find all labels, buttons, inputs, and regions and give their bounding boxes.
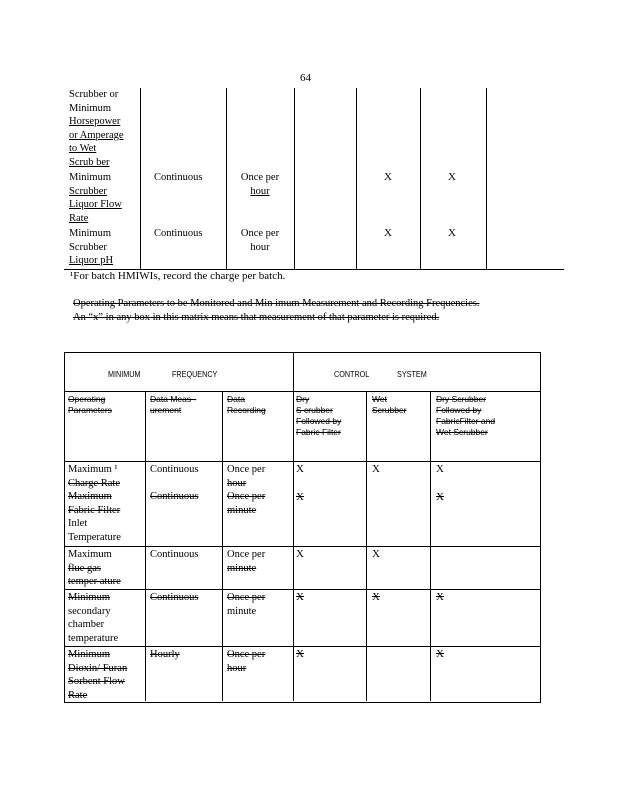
- parameter-line: flue gas: [68, 562, 101, 574]
- table-row: [68, 648, 127, 702]
- parameter-line: Scrubber or: [69, 89, 119, 100]
- parameter-line: Horsepower: [69, 116, 121, 127]
- parameter-line: Minimum: [69, 102, 112, 114]
- header-line: S crubber: [296, 405, 333, 415]
- header-line: Parameters: [68, 405, 112, 415]
- parameter-line: Fabric Filter: [68, 504, 121, 516]
- header-line: Fabric Filter: [296, 427, 341, 437]
- parameter-line: Temperature: [68, 531, 121, 543]
- parameter-line: or Amperage: [69, 129, 124, 141]
- recording-line: Once per: [227, 549, 266, 560]
- recording-line: hour: [227, 477, 247, 489]
- table-row: [69, 171, 122, 225]
- recording-line: minute: [227, 605, 257, 617]
- col-header-data-measurement: [150, 394, 196, 416]
- struck-paragraph-line: An “x” in any box in this matrix means that measurement of that parameter is required.: [73, 312, 440, 323]
- table-row: [68, 548, 121, 589]
- col-header-wet-scrubber: [372, 394, 407, 416]
- data-measurement-cell: Continuous: [154, 228, 203, 239]
- header-system: SYSTEM: [397, 369, 427, 379]
- recording-line: hour: [250, 185, 270, 197]
- mark-wet: X: [372, 548, 380, 560]
- mark-wet: X: [372, 463, 380, 475]
- parameter-line: Minimum: [69, 172, 112, 183]
- parameter-line: to Wet: [69, 143, 97, 154]
- parameter-line: Liquor pH: [69, 255, 114, 266]
- parameter-line: temper ature: [68, 576, 121, 587]
- data-recording-cell: [232, 227, 288, 254]
- parameter-line: Rate: [68, 689, 88, 701]
- mark-dry-wet: X: [436, 491, 444, 503]
- recording-line: minute: [227, 562, 257, 574]
- header-line: Dry: [296, 394, 310, 404]
- recording-line: Once per: [227, 649, 266, 660]
- measurement-line: Continuous: [150, 491, 199, 502]
- parameter-line: Maximum: [68, 549, 112, 560]
- col-header-operating-parameters: [68, 394, 112, 416]
- col-header-data-recording: [227, 394, 266, 416]
- mark-dry: X: [296, 648, 304, 660]
- data-recording-cell: [227, 591, 265, 618]
- data-recording-cell: [227, 548, 265, 575]
- mark-dry: X: [296, 491, 304, 503]
- recording-line: Once per: [227, 491, 266, 502]
- parameter-line: Scrubber: [69, 185, 107, 197]
- footnote: ¹For batch HMIWIs, record the charge per batch.: [70, 270, 286, 282]
- header-line: Data Meas -: [150, 394, 197, 404]
- mark-dry-wet: X: [436, 463, 444, 475]
- col-header-dry-scrubber-fabric-filter: [296, 394, 362, 438]
- mark-dry-wet: X: [436, 591, 444, 603]
- page-number: 64: [300, 72, 311, 84]
- parameter-line: Dioxin/ Furan: [68, 662, 128, 674]
- table-row: [69, 88, 124, 169]
- header-line: Operating: [68, 394, 106, 404]
- parameter-line: Inlet: [68, 518, 88, 529]
- header-line: Followed by: [296, 416, 342, 426]
- table-row: [68, 591, 118, 645]
- parameter-line: Minimum: [68, 592, 111, 603]
- measurement-line: Continuous: [150, 592, 199, 603]
- parameter-line: temperature: [68, 632, 119, 644]
- table-row: [68, 463, 121, 544]
- measurement-line: Hourly: [150, 649, 180, 660]
- header-line: Scrubber: [372, 405, 407, 415]
- recording-line: Once per: [227, 464, 266, 475]
- recording-line: minute: [227, 504, 257, 516]
- parameter-line: Scrubber: [69, 241, 107, 253]
- data-recording-cell: [232, 171, 288, 198]
- parameter-line: Maximum ¹: [68, 464, 118, 475]
- table-row: [69, 227, 113, 268]
- parameter-line: Minimum: [69, 228, 112, 239]
- recording-line: Once per: [240, 228, 280, 239]
- parameter-line: Sorbent Flow: [68, 676, 125, 687]
- header-line: Wet: [372, 394, 387, 404]
- mark-wet: X: [384, 227, 392, 239]
- header-frequency: FREQUENCY: [172, 369, 218, 379]
- header-line: Wet Scrubber: [436, 427, 488, 437]
- parameter-line: Maximum: [68, 491, 112, 502]
- data-measurement-cell: [150, 463, 198, 504]
- recording-line: Once per: [240, 172, 280, 183]
- header-control: CONTROL: [334, 369, 370, 379]
- parameter-line: Minimum: [68, 649, 111, 660]
- mark-wet: X: [384, 171, 392, 183]
- parameter-line: Rate: [69, 212, 89, 224]
- mark-dry-wet: X: [448, 171, 456, 183]
- recording-line: hour: [227, 662, 247, 674]
- header-line: urement: [150, 405, 182, 415]
- header-line: Data: [227, 394, 245, 404]
- mark-dry: X: [296, 548, 304, 560]
- header-minimum: MINIMUM: [108, 369, 141, 379]
- data-recording-cell: [227, 463, 265, 517]
- mark-dry: X: [296, 591, 304, 603]
- col-header-dry-fabric-wet: [436, 394, 526, 438]
- data-measurement-cell: [150, 591, 198, 605]
- data-measurement-cell: [150, 648, 180, 662]
- data-measurement-cell: Continuous: [154, 172, 203, 183]
- mark-dry-wet: X: [448, 227, 456, 239]
- mark-dry-wet: X: [436, 648, 444, 660]
- header-line: Followed by: [436, 405, 482, 415]
- struck-paragraph-line: Operating Parameters to be Monitored and Min imum Measurement and Recording Frequencies.: [73, 298, 480, 309]
- parameter-line: Scrub ber: [69, 156, 110, 168]
- recording-line: Once per: [227, 592, 266, 603]
- header-line: Recording: [227, 405, 266, 415]
- recording-line: hour: [250, 241, 270, 253]
- mark-dry: X: [296, 463, 304, 475]
- header-line: Dry Scrubber: [436, 394, 487, 404]
- measurement-line: Continuous: [150, 464, 199, 475]
- parameter-line: Charge Rate: [68, 477, 120, 489]
- parameter-line: Liquor Flow: [69, 199, 122, 210]
- parameter-line: chamber: [68, 619, 105, 630]
- header-line: FabricFilter and: [436, 416, 496, 426]
- data-recording-cell: [227, 648, 265, 675]
- mark-wet: X: [372, 591, 380, 603]
- data-measurement-cell: [150, 548, 198, 562]
- parameter-line: secondary: [68, 605, 111, 617]
- measurement-line: Continuous: [150, 549, 199, 560]
